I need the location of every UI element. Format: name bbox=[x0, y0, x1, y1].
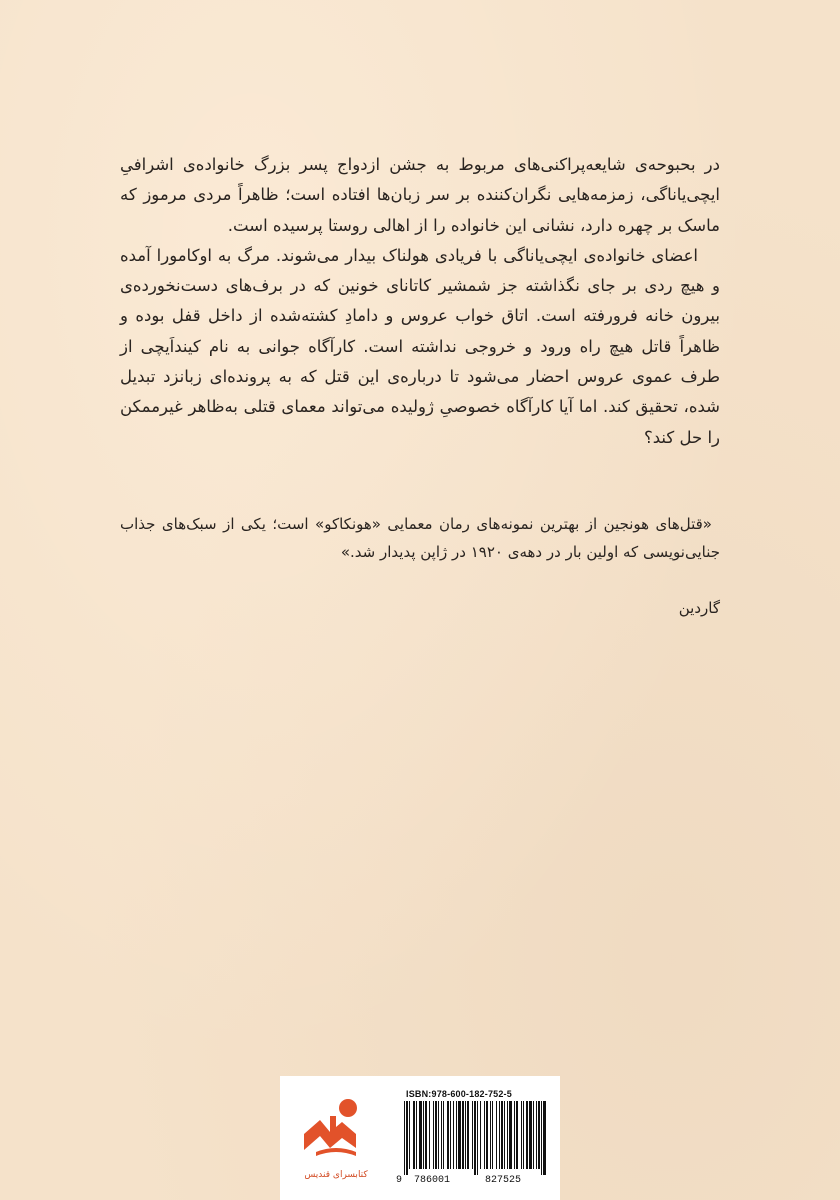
barcode-bar bbox=[433, 1101, 434, 1169]
barcode-digits-left: 786001 bbox=[414, 1175, 451, 1186]
synopsis bbox=[120, 150, 720, 453]
barcode-digit-first: 9 bbox=[396, 1175, 403, 1186]
barcode-bar bbox=[492, 1101, 493, 1169]
barcode-bar bbox=[486, 1101, 488, 1169]
barcode-bar bbox=[477, 1101, 478, 1175]
barcode-bar bbox=[472, 1101, 473, 1169]
review-quote bbox=[120, 510, 720, 566]
barcode-bar bbox=[465, 1101, 466, 1169]
barcode-bar bbox=[536, 1101, 537, 1169]
barcode-bar bbox=[507, 1101, 508, 1169]
barcode-bar bbox=[529, 1101, 532, 1169]
barcode-bar bbox=[543, 1101, 546, 1175]
barcode-bar bbox=[447, 1101, 449, 1169]
barcode-bar bbox=[533, 1101, 534, 1169]
barcode-bar bbox=[423, 1101, 424, 1169]
barcode-bar bbox=[514, 1101, 515, 1169]
barcode-bar bbox=[406, 1101, 408, 1175]
isbn-panel bbox=[280, 1076, 560, 1200]
barcode-bar bbox=[541, 1101, 542, 1175]
barcode-bar bbox=[419, 1101, 422, 1169]
barcode-bar bbox=[484, 1101, 485, 1169]
barcode-bar bbox=[413, 1101, 415, 1169]
barcode-bar bbox=[521, 1101, 522, 1169]
barcode-bar bbox=[467, 1101, 469, 1169]
barcode-bar bbox=[416, 1101, 417, 1169]
barcode bbox=[402, 1101, 548, 1175]
barcode-bar bbox=[425, 1101, 427, 1169]
barcode-bar bbox=[409, 1101, 410, 1169]
barcode-bar bbox=[496, 1101, 497, 1169]
barcode-bar bbox=[490, 1101, 491, 1169]
barcode-bar bbox=[453, 1101, 454, 1169]
publisher-name: کتابسرای قندیس bbox=[304, 1170, 368, 1180]
synopsis-paragraph-2: اعضای خانواده‌ی ایچی‌یاناگی با فریادی هولناک بیدار می‌شوند. مرگ به اوکامورا آمده و هیچ ردی بر جای نگذاشته جز شمشیر کاتانای خونین که در برف‌های دست‌نخورده‌ی بیرون خانه فرورفته است. اتاق خواب عروس و دامادِ کشته‌شده از داخل قفل بوده و ظاهراً قاتل هیچ راه ورود و خروجی نداشته است. کارآگاه جوانی به نام کینداَیچی از طرف عموی عروس احضار می‌شود تا درباره‌ی این قتل که به پرونده‌ای زبانزد تبدیل شده، تحقیق کند. اما آیا کارآگاه خصوصیِ ژولیده می‌تواند معمای قتلی به‌ظاهر غیرممکن را حل کند؟ bbox=[120, 245, 720, 447]
isbn-label: ISBN:978-600-182-752-5 bbox=[406, 1089, 512, 1099]
barcode-bar bbox=[504, 1101, 505, 1169]
barcode-bar bbox=[509, 1101, 512, 1169]
review-source: گاردین bbox=[678, 599, 720, 617]
publisher-logo-icon bbox=[290, 1090, 382, 1170]
barcode-bar bbox=[429, 1101, 430, 1169]
barcode-bar bbox=[538, 1101, 540, 1169]
barcode-bar bbox=[438, 1101, 439, 1169]
barcode-bar bbox=[443, 1101, 444, 1169]
publisher-logo bbox=[290, 1090, 382, 1186]
barcode-bar bbox=[404, 1101, 405, 1175]
barcode-bar bbox=[499, 1101, 500, 1169]
barcode-bar bbox=[516, 1101, 518, 1169]
barcode-bar bbox=[450, 1101, 451, 1169]
synopsis-paragraph-1: در بحبوحه‌ی شایعه‌پراکنی‌های مربوط به جشن ازدواج پسر بزرگ خانواده‌ی اشرافیِ ایچی‌یاناگی، زمزمه‌هایی نگران‌کننده بر سر زبان‌ها افتاده است؛ ظاهراً مردی مرموز که ماسک بر چهره دارد، نشانی این خانواده را از اهالی روستا پرسیده است. bbox=[120, 155, 720, 235]
barcode-bar bbox=[474, 1101, 476, 1175]
barcode-bar bbox=[456, 1101, 457, 1169]
review-quote-text: «قتل‌های هونجین از بهترین نمونه‌های رمان معمایی «هونکاکو» است؛ یکی از سبک‌های جذاب جنایی‌نویسی که اولین بار در دهه‌ی ۱۹۲۰ در ژاپن پدیدار شد.» bbox=[120, 515, 720, 561]
barcode-bar bbox=[441, 1101, 442, 1169]
barcode-bar bbox=[526, 1101, 528, 1169]
barcode-bar bbox=[501, 1101, 503, 1169]
barcode-bar bbox=[462, 1101, 464, 1169]
barcode-digits-right: 827525 bbox=[485, 1175, 522, 1186]
barcode-bar bbox=[523, 1101, 524, 1169]
barcode-bar bbox=[435, 1101, 437, 1169]
barcode-bar bbox=[458, 1101, 461, 1169]
barcode-bar bbox=[480, 1101, 481, 1169]
